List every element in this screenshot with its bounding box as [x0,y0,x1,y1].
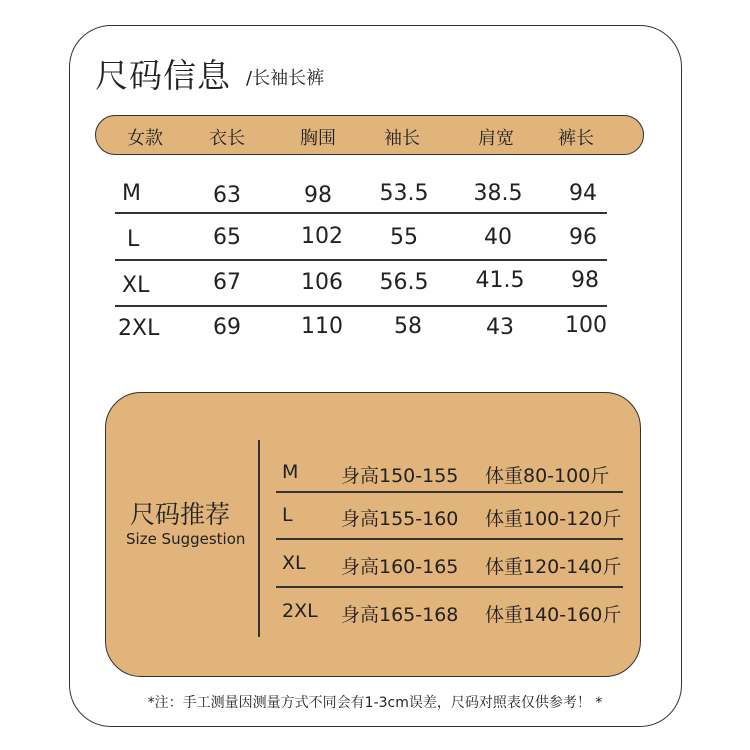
suggestion-size: XL [282,552,306,574]
header-cell-sleeve: 袖长 [384,128,420,149]
table-cell: 96 [569,225,597,250]
table-cell: 69 [213,315,241,340]
suggestion-weight: 体重140-160斤 [485,604,622,626]
row-divider [115,305,607,307]
suggestion-row-divider [276,491,623,493]
table-cell: 94 [569,181,597,206]
suggestion-height: 身高155-160 [341,508,459,530]
suggestion-weight: 体重100-120斤 [485,508,622,530]
page-title: 尺码信息 [95,56,231,95]
suggestion-height: 身高165-168 [341,604,459,626]
suggestion-subtitle: Size Suggestion [126,530,246,548]
suggestion-size: L [282,504,293,526]
table-cell: 58 [394,314,422,339]
suggestion-row-divider [276,586,623,588]
table-cell: 41.5 [475,268,525,293]
header-cell-pants: 裤长 [558,128,594,149]
suggestion-title: 尺码推荐 [130,500,231,529]
row-divider [115,212,607,214]
table-cell: 38.5 [473,181,523,206]
suggestion-weight: 体重80-100斤 [485,465,610,487]
table-cell: 100 [565,313,607,338]
header-cell-gender: 女款 [127,128,163,149]
table-cell: 106 [301,270,343,295]
page-subtitle: /长袖长裤 [246,68,325,89]
table-cell: 55 [390,225,418,250]
table-cell: 110 [301,314,343,339]
table-cell: 53.5 [379,181,429,206]
table-cell: 98 [304,183,332,208]
table-row-size: XL [122,273,150,298]
suggestion-weight: 体重120-140斤 [485,556,622,578]
table-cell: 43 [486,315,514,340]
header-cell-length: 衣长 [209,128,245,149]
footnote: *注：手工测量因测量方式不同会有1-3cm误差，尺码对照表仅供参考！ * [147,695,603,711]
table-cell: 65 [213,225,241,250]
header-cell-chest: 胸围 [300,128,336,149]
suggestion-size: M [282,461,299,483]
table-cell: 56.5 [379,270,429,295]
suggestion-divider-vertical [258,440,260,637]
suggestion-height: 身高150-155 [341,465,459,487]
table-row-size: 2XL [118,316,160,341]
table-cell: 63 [213,183,241,208]
table-cell: 40 [484,225,512,250]
suggestion-size: 2XL [282,600,318,622]
header-cell-shoulder: 肩宽 [478,128,514,149]
suggestion-height: 身高160-165 [341,556,459,578]
table-cell: 102 [301,224,343,249]
row-divider [115,259,607,261]
table-row-size: L [127,227,140,252]
table-cell: 98 [571,268,599,293]
table-cell: 67 [213,270,241,295]
suggestion-row-divider [276,538,623,540]
table-row-size: M [122,181,141,206]
